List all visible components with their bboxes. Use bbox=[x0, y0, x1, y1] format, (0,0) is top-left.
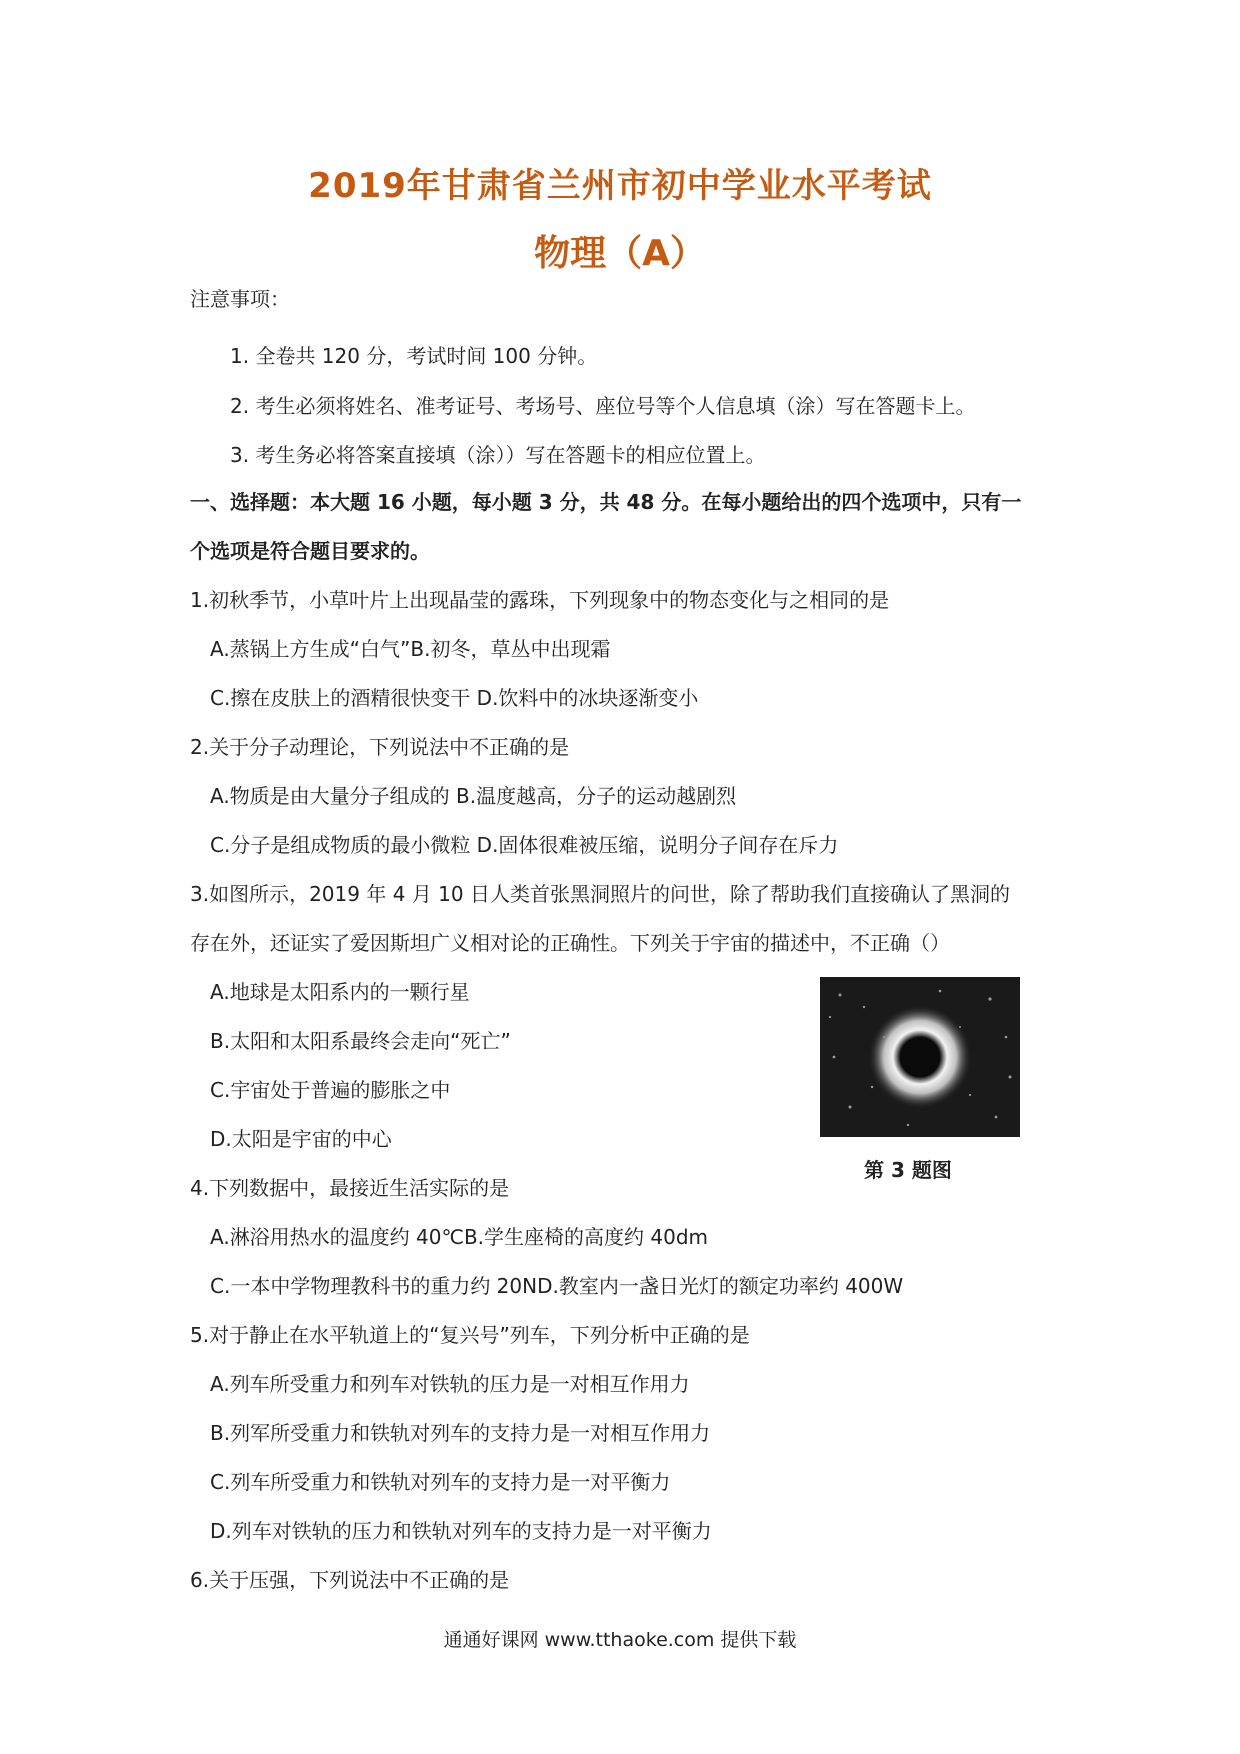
section-instruction: 个选项是符合题目要求的。 bbox=[190, 539, 430, 563]
question-option: A.地球是太阳系内的一颗行星 bbox=[210, 980, 470, 1004]
question-stem: 3.如图所示，2019 年 4 月 10 日人类首张黑洞照片的问世，除了帮助我们直接确认了黑洞的 bbox=[190, 882, 1010, 906]
question-stem: 存在外，还证实了爱因斯坦广义相对论的正确性。下列关于宇宙的描述中，不正确（） bbox=[190, 931, 950, 955]
exam-subtitle: 物理（A） bbox=[534, 233, 706, 274]
question-option: C.分子是组成物质的最小微粒 D.固体很难被压缩，说明分子间存在斥力 bbox=[210, 833, 839, 857]
question-option: B.太阳和太阳系最终会走向“死亡” bbox=[210, 1029, 511, 1053]
question-stem: 6.关于压强，下列说法中不正确的是 bbox=[190, 1568, 510, 1592]
question-option: A.物质是由大量分子组成的 B.温度越高，分子的运动越剧烈 bbox=[210, 784, 737, 808]
notice-item: 1. 全卷共 120 分，考试时间 100 分钟。 bbox=[230, 344, 598, 368]
question-option: A.蒸锅上方生成“白气”B.初冬，草丛中出现霜 bbox=[210, 637, 611, 661]
question-option: A.列车所受重力和列车对铁轨的压力是一对相互作用力 bbox=[210, 1372, 690, 1396]
footer-source: 通通好课网 www.tthaoke.com 提供下载 bbox=[443, 1629, 797, 1651]
question-stem: 2.关于分子动理论，下列说法中不正确的是 bbox=[190, 735, 570, 759]
black-hole-figure bbox=[820, 977, 1020, 1137]
question-stem: 5.对于静止在水平轨道上的“复兴号”列车，下列分析中正确的是 bbox=[190, 1323, 750, 1347]
question-option: D.列车对铁轨的压力和铁轨对列车的支持力是一对平衡力 bbox=[210, 1519, 712, 1543]
notice-heading: 注意事项： bbox=[190, 287, 290, 311]
question-option: C.宇宙处于普遍的膨胀之中 bbox=[210, 1078, 451, 1102]
exam-title: 2019年甘肃省兰州市初中学业水平考试 bbox=[308, 166, 932, 206]
question-option: C.一本中学物理教科书的重力约 20ND.教室内一盏日光灯的额定功率约 400W bbox=[210, 1274, 904, 1298]
question-option: D.太阳是宇宙的中心 bbox=[210, 1127, 392, 1151]
notice-item: 3. 考生务必将答案直接填（涂））写在答题卡的相应位置上。 bbox=[230, 443, 766, 467]
question-stem: 4.下列数据中，最接近生活实际的是 bbox=[190, 1176, 510, 1200]
section-instruction: 一、选择题：本大题 16 小题，每小题 3 分，共 48 分。在每小题给出的四个选项中，只有一 bbox=[190, 490, 1022, 514]
question-option: C.擦在皮肤上的酒精很快变干 D.饮料中的冰块逐渐变小 bbox=[210, 686, 699, 710]
figure-caption: 第 3 题图 bbox=[864, 1158, 952, 1182]
question-option: A.淋浴用热水的温度约 40℃B.学生座椅的高度约 40dm bbox=[210, 1225, 709, 1249]
question-option: C.列车所受重力和铁轨对列车的支持力是一对平衡力 bbox=[210, 1470, 671, 1494]
question-stem: 1.初秋季节，小草叶片上出现晶莹的露珠，下列现象中的物态变化与之相同的是 bbox=[190, 588, 890, 612]
notice-item: 2. 考生必须将姓名、准考证号、考场号、座位号等个人信息填（涂）写在答题卡上。 bbox=[230, 394, 976, 418]
question-option: B.列军所受重力和铁轨对列车的支持力是一对相互作用力 bbox=[210, 1421, 711, 1445]
black-hole-image bbox=[820, 977, 1020, 1137]
